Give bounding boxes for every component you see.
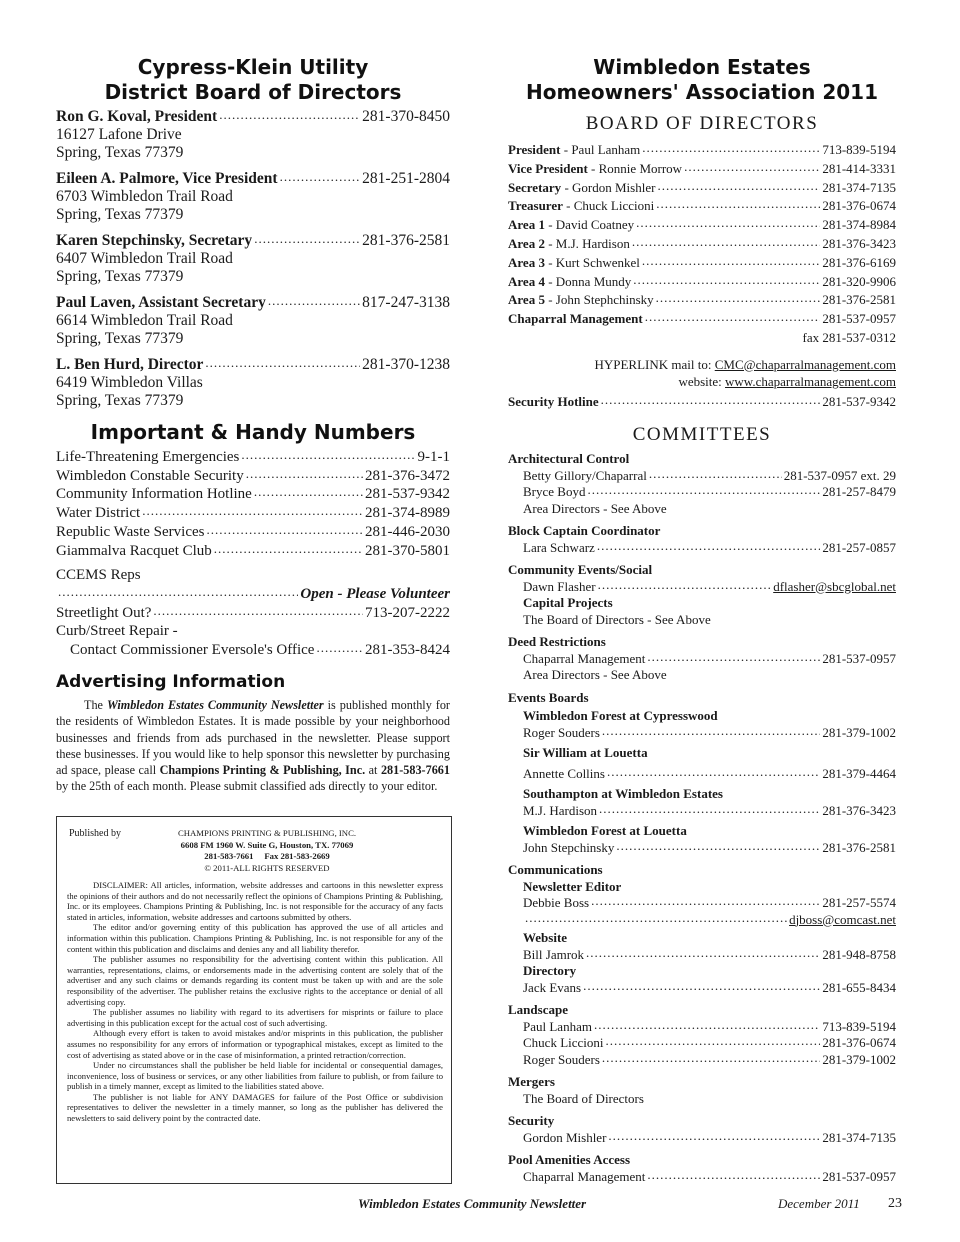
committee-row: Dawn Flasher ..... dflasher@sbcglobal.net — [508, 579, 896, 596]
board-row: President - Paul Lanham ..... 713-839-5194 — [508, 141, 896, 160]
handy-row: Giammalva Racquet Club ..... 281-370-5801 — [56, 542, 450, 561]
committee-row: Bryce Boyd ..... 281-257-8479 — [508, 484, 896, 501]
committee-subheading: Directory — [523, 963, 577, 978]
email-link[interactable]: dflasher@sbcglobal.net — [773, 578, 896, 594]
committee-heading: Block Captain Coordinator — [508, 523, 661, 538]
director-entry: L. Ben Hurd, Director ..... 281-370-1238 6419 Wimbledon Villas Spring, Texas 77379 — [56, 356, 450, 418]
committee-heading: Security — [508, 1113, 555, 1128]
committee-row: Betty Gillory/Chaparral ..... 281-537-0957 ext. 29 — [508, 468, 896, 485]
ccems-label: CCEMS Reps — [56, 567, 141, 584]
committee-note: The Board of Directors — [523, 1090, 644, 1106]
committees-title: COMMITTEES — [632, 424, 772, 445]
committee-subheading: Wimbledon Forest at Cypresswood — [523, 708, 718, 723]
handy-row: Water District ..... 281-374-8989 — [56, 504, 450, 523]
committee-subheading: Website — [523, 930, 568, 945]
committee-row: Debbie Boss ..... 281-257-5574 — [508, 895, 896, 912]
handy-row: Republic Waste Services ..... 281-446-2030 — [56, 523, 450, 542]
board-row: Chaparral Management ..... 281-537-0957 — [508, 310, 896, 329]
committee-row: Gordon Mishler ..... 281-374-7135 — [508, 1130, 896, 1147]
committee-row: John Stepchinsky ..... 281-376-2581 — [508, 840, 896, 857]
committee-row: M.J. Hardison ..... 281-376-3423 — [508, 803, 896, 820]
publisher-disclaimer-box — [56, 816, 452, 1184]
committee-heading: Mergers — [508, 1074, 555, 1089]
committee-row: Chaparral Management ..... 281-537-0957 — [508, 651, 896, 668]
committee-row: Chaparral Management ..... 281-537-0957 — [508, 1169, 896, 1186]
board-row: Area 5 - John Stephchinsky ..... 281-376-2581 — [508, 291, 896, 310]
committee-row: Annette Collins ..... 281-379-4464 — [508, 766, 896, 783]
committee-subheading: Wimbledon Forest at Louetta — [523, 823, 687, 838]
website-line: website: www.chaparralmanagement.com — [678, 373, 896, 389]
committee-heading: Landscape — [508, 1002, 568, 1017]
publisher-info: CHAMPIONS PRINTING & PUBLISHING, INC. 6608 FM 1960 W. Suite G, Houston, TX. 77069 281-583-7661 Fax 281-583-2669 © 2011-ALL RIGHTS RESERVED — [177, 828, 357, 873]
board-row: Area 1 - David Coatney ..... 281-374-8984 — [508, 216, 896, 235]
director-entry: Paul Laven, Assistant Secretary ..... 817-247-3138 6614 Wimbledon Trail Road Spring, Texas 77379 — [56, 294, 450, 356]
committee-subheading: Capital Projects — [523, 595, 613, 610]
committee-heading: Community Events/Social — [508, 562, 653, 577]
email-link[interactable]: djboss@comcast.net — [789, 911, 896, 927]
committee-heading: Events Boards — [508, 689, 589, 705]
committees-list — [508, 451, 896, 1185]
website-link[interactable]: www.chaparralmanagement.com — [725, 373, 896, 389]
committee-heading: Communications — [508, 862, 603, 877]
board-row: Area 4 - Donna Mundy ..... 281-320-9906 — [508, 273, 896, 292]
committee-heading: Pool Amenities Access — [508, 1152, 631, 1167]
board-row: Treasurer - Chuck Liccioni ..... 281-376-0674 — [508, 197, 896, 216]
footer-date: December 2011 — [778, 1196, 860, 1211]
security-hotline-row: Security Hotline ..... 281-537-9342 — [508, 393, 896, 412]
ccems-row: ..... Open - Please Volunteer — [56, 585, 450, 604]
committee-heading: Architectural Control — [508, 451, 630, 466]
handy-row: Wimbledon Constable Security ..... 281-376-3472 — [56, 467, 450, 486]
email-link[interactable]: CMC@chaparralmanagement.com — [714, 356, 896, 372]
curb-contact-row: Contact Commissioner Eversole's Office ..... 281-353-8424 — [56, 641, 450, 660]
board-row: Area 2 - M.J. Hardison ..... 281-376-3423 — [508, 235, 896, 254]
committee-subheading: Southampton at Wimbledon Estates — [523, 786, 723, 801]
committee-row: Jack Evans ..... 281-655-8434 — [508, 980, 896, 997]
published-by-label: Published by — [69, 828, 121, 839]
streetlight-row: Streetlight Out? ..... 713-207-2222 — [56, 604, 450, 623]
disclaimer-text: DISCLAIMER: All articles, information, website addresses and cartoons in this newsletter express the opinions of their authors and do not necessarily reflect the opinions of Champions Printing & Publishing, Inc. or its employees. Champions Printing & Publishing, Inc. is not responsible for the accuracy of any facts stated in articles, information, website addresses and cartoons submitted by others. The editor and/or governing entity of this publication has approved the use of all articles and information within this publication. Champions Printing & Publishing, Inc. is not responsible for any of the content within this publication and disclaims and denies any and all liability therefor. The publisher assumes no responsibility for the advertising content within this publication. All warranties, representations, claims, or endorsements made in the advertising content are solely that of the advertiser and any such claims or demands regarding its content must be taken up with and are the sole responsibility of the advertiser. The publisher retains the exclusive rights to the acceptance or denial of all advertising copy. The publisher assumes no liability with regard to its advertisers for misprints or failure to place advertising in this publication except for the actual cost of such advertising. Although every effort is taken to avoid mistakes and/or misprints in this publication, the publisher assumes no responsibility for any errors of information or typographical mistakes, except as limited to the cost of advertising as stated above or in the case of misinformation, a printed retraction/correction. Under no circumstances shall the publisher be held liable for incidental or consequential damages, inconvenience, loss of business or services, or any other liabilities from failure to publish, or from failure to publish in a timely manner, except as limited to the liabilities stated above. The publisher is not liable for ANY DAMAGES for failure of the Post Office or subdivision representatives to deliver the newsletter in a timely manner, so long as the publisher has delivered the newsletters to said delivery point by the contracted date. — [67, 880, 443, 1124]
committee-heading: Deed Restrictions — [508, 634, 606, 649]
advertising-paragraph: The Wimbledon Estates Community Newsletter is published monthly for the residents of Wimbledon Estates. It is made possible by your neighborhood businesses and friends from ads purchased in the newsletter. Please support these businesses. If you would like to help sponsor this newsletter by purchasing ad space, please call Champions Printing & Publishing, Inc. at 281-583-7661 by the 25th of each month. Please submit classified ads directly to your editor. — [56, 698, 450, 794]
hyperlink-line: HYPERLINK mail to: CMC@chaparralmanagement.com — [594, 356, 896, 372]
handy-numbers-list — [56, 448, 450, 660]
fax-line: fax 281-537-0312 — [802, 329, 896, 345]
board-row: Area 3 - Kurt Schwenkel ..... 281-376-6169 — [508, 254, 896, 273]
board-of-directors-title: BOARD OF DIRECTORS — [585, 113, 819, 134]
committee-note: Area Directors - See Above — [523, 667, 667, 682]
committee-subheading: Newsletter Editor — [523, 878, 622, 894]
committee-row — [508, 912, 896, 929]
footer-page-number: 23 — [888, 1196, 902, 1211]
committee-row: Bill Jamrok ..... 281-948-8758 — [508, 947, 896, 964]
handy-numbers-title: Important & Handy Numbers — [90, 420, 416, 444]
committee-row: Roger Souders ..... 281-379-1002 — [508, 1052, 896, 1069]
committee-row: Roger Souders ..... 281-379-1002 — [508, 725, 896, 742]
director-entry: Eileen A. Palmore, Vice President ..... 281-251-2804 6703 Wimbledon Trail Road Spring, Texas 77379 — [56, 170, 450, 232]
committee-subheading: Sir William at Louetta — [523, 745, 648, 760]
board-row: Vice President - Ronnie Morrow ..... 281-414-3331 — [508, 160, 896, 179]
committee-note: Area Directors - See Above — [523, 500, 667, 516]
handy-row: Community Information Hotline ..... 281-537-9342 — [56, 485, 450, 504]
committee-row: Chuck Liccioni ..... 281-376-0674 — [508, 1035, 896, 1052]
director-entry: Karen Stepchinsky, Secretary ..... 281-376-2581 6407 Wimbledon Trail Road Spring, Texas 77379 — [56, 232, 450, 294]
curb-label: Curb/Street Repair - — [56, 623, 178, 640]
advertising-title: Advertising Information — [56, 672, 286, 692]
hoa-title: Wimbledon Estates Homeowners' Association 2011 — [525, 55, 878, 104]
hoa-board-list — [508, 141, 896, 412]
committee-row: Paul Lanham ..... 713-839-5194 — [508, 1019, 896, 1036]
utility-directors-list — [56, 108, 450, 418]
committee-row: Lara Schwarz ..... 281-257-0857 — [508, 540, 896, 557]
director-entry: Ron G. Koval, President ..... 281-370-8450 16127 Lafone Drive Spring, Texas 77379 — [56, 108, 450, 170]
footer-newsletter-name: Wimbledon Estates Community Newsletter — [358, 1196, 587, 1211]
utility-district-title: Cypress-Klein Utility District Board of Directors — [104, 55, 402, 104]
committee-note: The Board of Directors - See Above — [523, 611, 711, 627]
board-row: Secretary - Gordon Mishler ..... 281-374-7135 — [508, 179, 896, 198]
handy-row: Life-Threatening Emergencies ..... 9-1-1 — [56, 448, 450, 467]
